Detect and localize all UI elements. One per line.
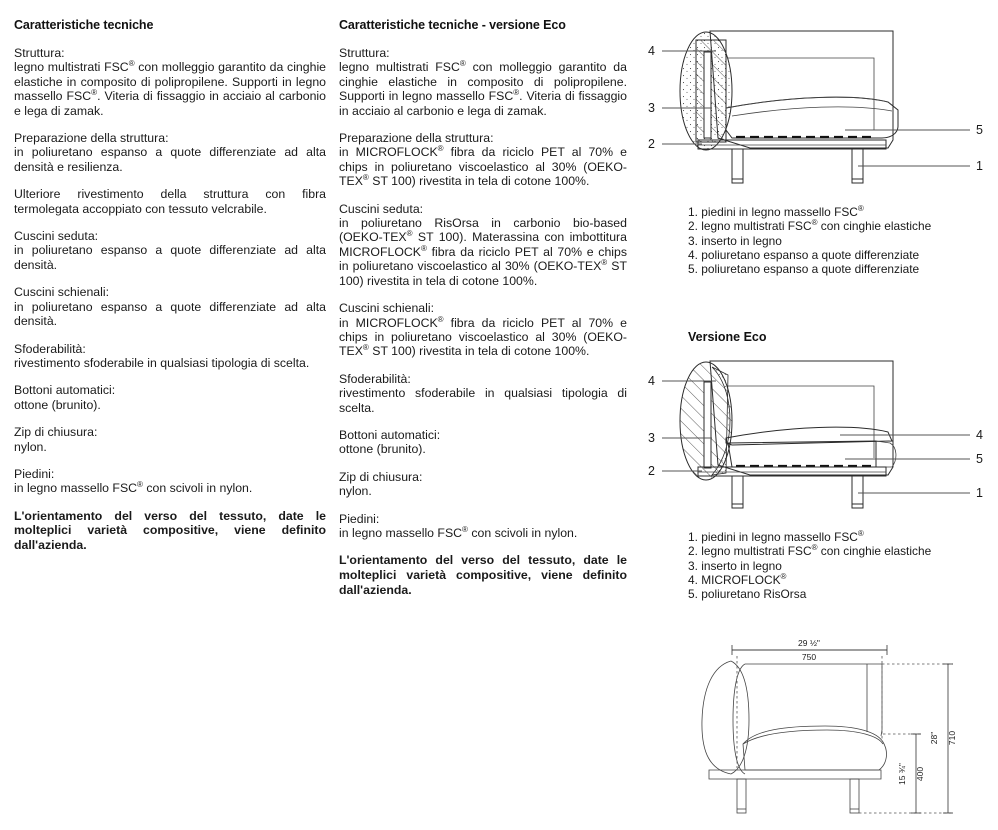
spec-label: Piedini: [339,511,380,526]
spec-block [339,470,627,499]
callout-eco-left-1: 3 [648,431,655,445]
legend-item: 2. legno multistrati FSC® con cinghie elastiche [688,218,932,234]
sofa-section-drawing-standard [640,18,998,193]
callout-eco-left-2: 2 [648,464,655,478]
spec-column-standard [14,18,326,553]
spec-block [339,301,627,359]
figure-dimensions [685,628,998,828]
spec-label: Sfoderabilità: [14,341,86,356]
callout-standard-left-0: 4 [648,44,655,58]
figure-eco-title: Versione Eco [688,330,767,344]
spec-block [14,229,326,272]
spec-body: legno multistrati FSC® con molleggio garantito da cinghie elastiche in composito di polipropilene. Supporti in legno massello FSC®. Viteria di fissaggio in acciaio al carbonio e lega di zamak. [14,59,327,118]
spec-block [14,187,326,216]
spec-label: Bottoni automatici: [14,383,116,398]
callout-standard-left-1: 3 [648,101,655,115]
figure-standard-section [640,18,998,193]
spec-body: in legno massello FSC® con scivoli in nylon. [14,480,253,496]
legend-item: 5. poliuretano RisOrsa [688,587,807,602]
spec-body: rivestimento sfoderabile in qualsiasi tipologia di scelta. [14,355,310,370]
spec-label: Zip di chiusura: [14,425,98,440]
callout-eco-right-1: 5 [976,452,983,466]
callout-standard-right-1: 1 [976,159,983,173]
spec-block [14,425,326,454]
legend-item: 2. legno multistrati FSC® con cinghie elastiche [688,543,932,559]
spec-body: nylon. [14,439,47,454]
spec-label: Sfoderabilità: [339,371,411,386]
spec-body: rivestimento sfoderabile in qualsiasi tipologia di scelta. [339,386,627,415]
spec-label: Cuscini seduta: [14,229,99,244]
fabric-orientation-note-eco: L'orientamento del verso del tessuto, date le molteplici varietà compositive, viene definito dall'azienda. [339,553,627,597]
callout-eco-left-0: 4 [648,374,655,388]
legend-item: 3. inserto in legno [688,233,782,248]
spec-body: ottone (brunito). [339,442,426,457]
spec-label: Zip di chiusura: [339,469,423,484]
callout-eco-right-0: 4 [976,428,983,442]
spec-body: legno multistrati FSC® con molleggio garantito da cinghie elastiche in composito di polipropilene. Supporti in legno massello FSC®. Viteria di fissaggio in acciaio al carbonio e lega di zamak. [339,59,628,118]
spec-label: Preparazione della struttura: [339,131,494,146]
legend-standard [688,205,998,276]
spec-label: Cuscini schienali: [14,285,110,300]
callout-standard-right-0: 5 [976,123,983,137]
spec-body: ottone (brunito). [14,397,101,412]
spec-block [339,512,627,541]
spec-block [339,131,627,189]
sofa-dimension-drawing [685,628,998,828]
legend-item: 4. poliuretano espanso a quote differenziate [688,247,920,262]
legend-item: 3. inserto in legno [688,558,782,573]
spec-body: in MICROFLOCK® fibra da riciclo PET al 70% e chips in poliuretano viscoelastico al 30% (OEKO-TEX® ST 100) rivestita in tela di cotone 100%. [339,144,627,189]
spec-body: Ulteriore rivestimento della struttura con fibra termolegata accoppiato con tessuto velcrabile. [14,187,326,216]
spec-label: Preparazione della struttura: [14,131,169,146]
callout-standard-left-2: 2 [648,137,655,151]
column-heading-standard: Caratteristiche tecniche [14,18,154,32]
legend-item: 4. MICROFLOCK® [688,571,787,587]
drawings-column [640,0,998,830]
column-heading-eco: Caratteristiche tecniche - versione Eco [339,18,566,32]
spec-label: Bottoni automatici: [339,427,441,442]
dimension-seat-inches: 15 ¾" [897,763,907,785]
spec-column-eco [339,18,627,597]
dimension-width-mm: 750 [801,652,817,662]
dimension-seat-mm: 400 [915,766,925,782]
dimension-width-inches: 29 ½" [798,638,820,648]
spec-body: in legno massello FSC® con scivoli in nylon. [339,524,578,540]
sofa-section-drawing-eco [640,355,998,515]
spec-label: Struttura: [339,46,390,60]
spec-label: Struttura: [14,46,65,60]
legend-item: 1. piedini in legno massello FSC® [688,204,864,219]
spec-body: in poliuretano espanso a quote differenziate ad alta densità. [14,299,326,329]
legend-item: 1. piedini in legno massello FSC® [688,529,864,544]
spec-block [14,131,326,174]
callout-eco-right-2: 1 [976,486,983,500]
dimension-height-mm: 710 [947,730,957,746]
fabric-orientation-note-standard: L'orientamento del verso del tessuto, date le molteplici varietà compositive, viene definito dall'azienda. [14,508,326,552]
spec-block [339,46,627,118]
legend-eco [688,530,998,601]
spec-body: in poliuretano espanso a quote differenziate ad alta densità. [14,243,326,272]
spec-body: in poliuretano RisOrsa in carbonio bio-based (OEKO-TEX® ST 100). Materassina con imbottitura MICROFLOCK® fibra da riciclo PET al 70% e chips in poliuretano viscoelastico al 30% (OEKO-TEX® ST 100) rivestita in tela di cotone 100%. [339,216,627,288]
spec-body: in MICROFLOCK® fibra da riciclo PET al 70% e chips in poliuretano viscoelastico al 30% (OEKO-TEX® ST 100) rivestita in tela di cotone 100%. [339,314,627,359]
dimension-height-inches: 28" [929,731,939,745]
spec-block-list-standard [14,46,326,496]
spec-body: in poliuretano espanso a quote differenziate ad alta densità e resilienza. [14,145,326,174]
figure-eco-section [640,355,998,515]
spec-block [339,372,627,415]
spec-label: Cuscini seduta: [339,201,424,216]
spec-block [14,46,326,118]
spec-body: nylon. [339,484,372,499]
spec-label: Piedini: [14,466,55,481]
spec-block [14,467,326,496]
spec-block [14,285,326,328]
legend-item: 5. poliuretano espanso a quote differenziate [688,262,920,277]
spec-block [14,383,326,412]
spec-block [339,202,627,288]
spec-block [339,428,627,457]
spec-block-list-eco [339,46,627,540]
spec-block [14,342,326,371]
spec-label: Cuscini schienali: [339,301,435,316]
